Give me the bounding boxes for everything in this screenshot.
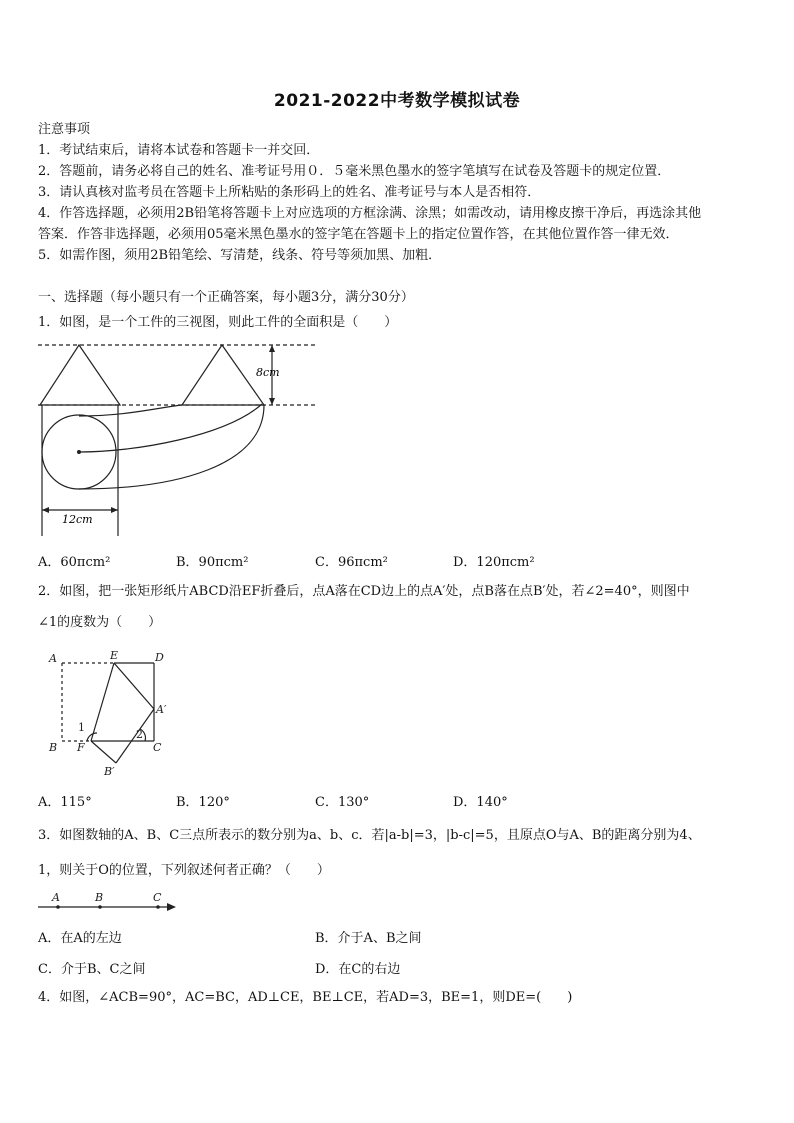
notice-item: 1．考试结束后，请将本试卷和答题卡一并交回． — [38, 143, 320, 158]
segment-A-prime-B-prime — [116, 709, 154, 763]
q1-option-d: D．120πcm² — [453, 555, 535, 570]
q1-option-b: B．90πcm² — [176, 555, 249, 570]
label-E: E — [110, 649, 119, 662]
q3-option-d: D．在C的右边 — [315, 962, 401, 977]
q3-option-a: A．在A的左边 — [38, 931, 122, 946]
label-angle-1: 1 — [78, 721, 85, 734]
q2-option-a: A．115° — [38, 795, 92, 810]
label-B: B — [49, 741, 58, 754]
notice-item: 2．答题前，请务必将自己的姓名、准考证号用０．５毫米黑色墨水的签字笔填写在试卷及答题卡的规定位置． — [38, 164, 671, 179]
q1-option-a: A．60πcm² — [38, 555, 111, 570]
notice-item: 4．作答选择题，必须用2B铅笔将答题卡上对应选项的方框涂满、涂黑；如需改动，请用橡皮擦干净后，再选涂其他 — [38, 206, 702, 221]
q2-option-b: B．120° — [176, 795, 230, 810]
page-title: 2021-2022中考数学模拟试卷 — [273, 91, 521, 111]
question-4-stem: 4．如图，∠ACB=90°，AC=BC，AD⊥CE，BE⊥CE，若AD=3，BE=1，则DE=( ) — [38, 990, 573, 1005]
notice-item: 5．如需作图，须用2B铅笔绘、写清楚，线条、符号等须加黑、加粗． — [38, 248, 442, 263]
segment-EA-prime — [114, 663, 154, 709]
q3-option-c: C．介于B、C之间 — [38, 962, 146, 977]
number-line-arrow — [167, 903, 176, 911]
height-label: 8cm — [256, 366, 280, 379]
question-1-stem: 1．如图，是一个工件的三视图，则此工件的全面积是（ ） — [38, 315, 398, 330]
question-3-stem-cont: 1，则关于O的位置，下列叙述何者正确？（ ） — [38, 863, 330, 878]
label-angle-2: 2 — [136, 728, 143, 741]
front-view-triangle — [40, 345, 120, 405]
label-A-prime: A′ — [156, 703, 167, 716]
question-1-figure — [36, 336, 326, 541]
notice-heading: 注意事项 — [38, 122, 91, 137]
section-heading: 一、选择题（每小题只有一个正确答案，每小题3分，满分30分） — [38, 290, 414, 305]
label-D: D — [155, 651, 164, 664]
segment-B-prime-F — [91, 741, 116, 763]
label-B-prime: B′ — [104, 765, 115, 777]
side-view-triangle — [182, 345, 264, 405]
label-B: B — [95, 891, 104, 904]
label-A: A — [52, 891, 60, 904]
label-F: F — [77, 741, 85, 754]
notice-item: 答案．作答非选择题，必须用05毫米黑色墨水的签字笔在答题卡上的指定位置作答，在其他位置作答一律无效． — [38, 227, 679, 242]
center-dot — [77, 450, 81, 454]
label-C: C — [153, 891, 162, 904]
notice-item: 3．请认真核对监考员在答题卡上所粘贴的条形码上的姓名、准考证号与本人是否相符． — [38, 185, 541, 200]
upper-curve — [79, 405, 182, 416]
q1-option-c: C．96πcm² — [315, 555, 388, 570]
label-C: C — [153, 741, 162, 754]
question-3-stem: 3．如图数轴的A、B、C三点所表示的数分别为a、b、c．若|a-b|=3，|b-c|=5，且原点O与A、B的距离分别为4、 — [38, 828, 701, 843]
question-2-stem: 2．如图，把一张矩形纸片ABCD沿EF折叠后，点A落在CD边上的点A′处，点B落在点B′处，若∠2=40°，则图中 — [38, 584, 690, 599]
question-3-figure — [36, 889, 182, 915]
question-2-stem-cont: ∠1的度数为（ ） — [38, 615, 162, 630]
q2-option-d: D．140° — [453, 795, 508, 810]
q2-option-c: C．130° — [315, 795, 370, 810]
label-A: A — [49, 652, 57, 665]
fold-line-EF — [91, 663, 114, 741]
question-2-figure — [44, 645, 174, 777]
width-label: 12cm — [62, 513, 93, 526]
q3-option-b: B．介于A、B之间 — [315, 931, 422, 946]
